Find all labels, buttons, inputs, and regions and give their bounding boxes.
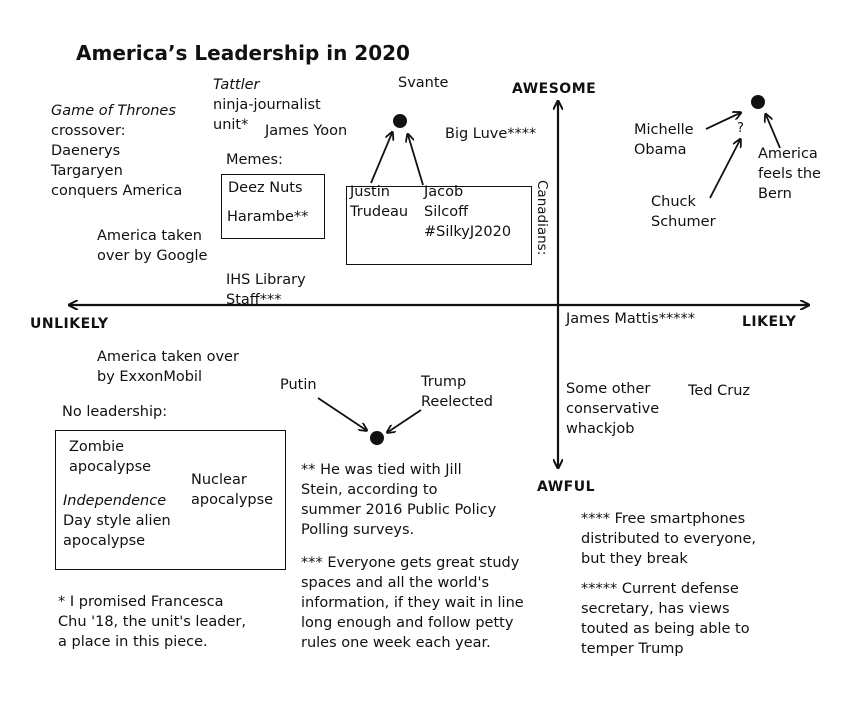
- footnote-3: *** Everyone gets great study spaces and all the world's information, if they wait in line long enough and follow petty rules one week each year.: [301, 555, 524, 651]
- axis-label-awesome: AWESOME: [512, 81, 597, 97]
- label-deez-nuts: Deez Nuts: [228, 180, 303, 196]
- dot-putin-trump: [370, 431, 384, 445]
- label-harambe: Harambe**: [227, 209, 309, 225]
- dot-top-canadians: [393, 114, 407, 128]
- label-no-leadership: No leadership:: [62, 404, 168, 420]
- footnote-4: **** Free smartphones distributed to everyone, but they break: [581, 511, 756, 567]
- footnote-5: ***** Current defense secretary, has views touted as being able to temper Trump: [581, 581, 750, 657]
- footnote-1: * I promised Francesca Chu '18, the unit's leader, a place in this piece.: [58, 594, 246, 650]
- label-tattler: ninja-journalist unit*: [213, 97, 321, 133]
- label-game-of-thrones: crossover: Daenerys Targaryen conquers America: [51, 123, 183, 199]
- label-independence: Day style alien apocalypse: [63, 513, 171, 549]
- axis-label-likely: LIKELY: [742, 314, 797, 330]
- label-james-mattis: James Mattis*****: [566, 311, 695, 327]
- axis-label-awful: AWFUL: [537, 479, 596, 495]
- dot-top-right: [751, 95, 765, 109]
- label-justin-trudeau: Justin Trudeau: [350, 184, 409, 220]
- label-james-yoon: James Yoon: [265, 123, 348, 139]
- label-ted-cruz: Ted Cruz: [688, 383, 751, 399]
- label-zombie: Zombie apocalypse: [69, 439, 152, 475]
- label-memes: Memes:: [226, 152, 283, 168]
- page-title: America’s Leadership in 2020: [76, 41, 410, 65]
- label-google: America taken over by Google: [97, 228, 208, 264]
- label-canadians: Canadians:: [534, 180, 550, 256]
- label-big-luve: Big Luve****: [445, 126, 537, 142]
- label-putin: Putin: [280, 377, 317, 393]
- label-ihs-library: IHS Library Staff***: [226, 272, 306, 308]
- label-conservative: Some other conservative whackjob: [566, 381, 660, 437]
- label-trump: Trump Reelected: [421, 374, 493, 410]
- label-feels-the-bern: America feels the Bern: [758, 146, 821, 202]
- label-nuclear: Nuclear apocalypse: [191, 472, 274, 508]
- label-jacob-silcoff: Jacob Silcoff #SilkyJ2020: [424, 184, 512, 240]
- label-independence-title: Independence: [63, 493, 167, 509]
- axis-label-unlikely: UNLIKELY: [30, 316, 109, 332]
- label-svante: Svante: [398, 75, 449, 91]
- label-chuck-schumer: Chuck Schumer: [651, 194, 716, 230]
- label-tattler-title: Tattler: [213, 77, 260, 93]
- label-question-mark: ?: [737, 121, 744, 136]
- label-game-of-thrones-title: Game of Thrones: [51, 103, 176, 119]
- label-exxonmobil: America taken over by ExxonMobil: [97, 349, 239, 385]
- label-michelle-obama: Michelle Obama: [634, 122, 694, 158]
- footnote-2: ** He was tied with Jill Stein, according to summer 2016 Public Policy Polling surveys.: [301, 462, 497, 538]
